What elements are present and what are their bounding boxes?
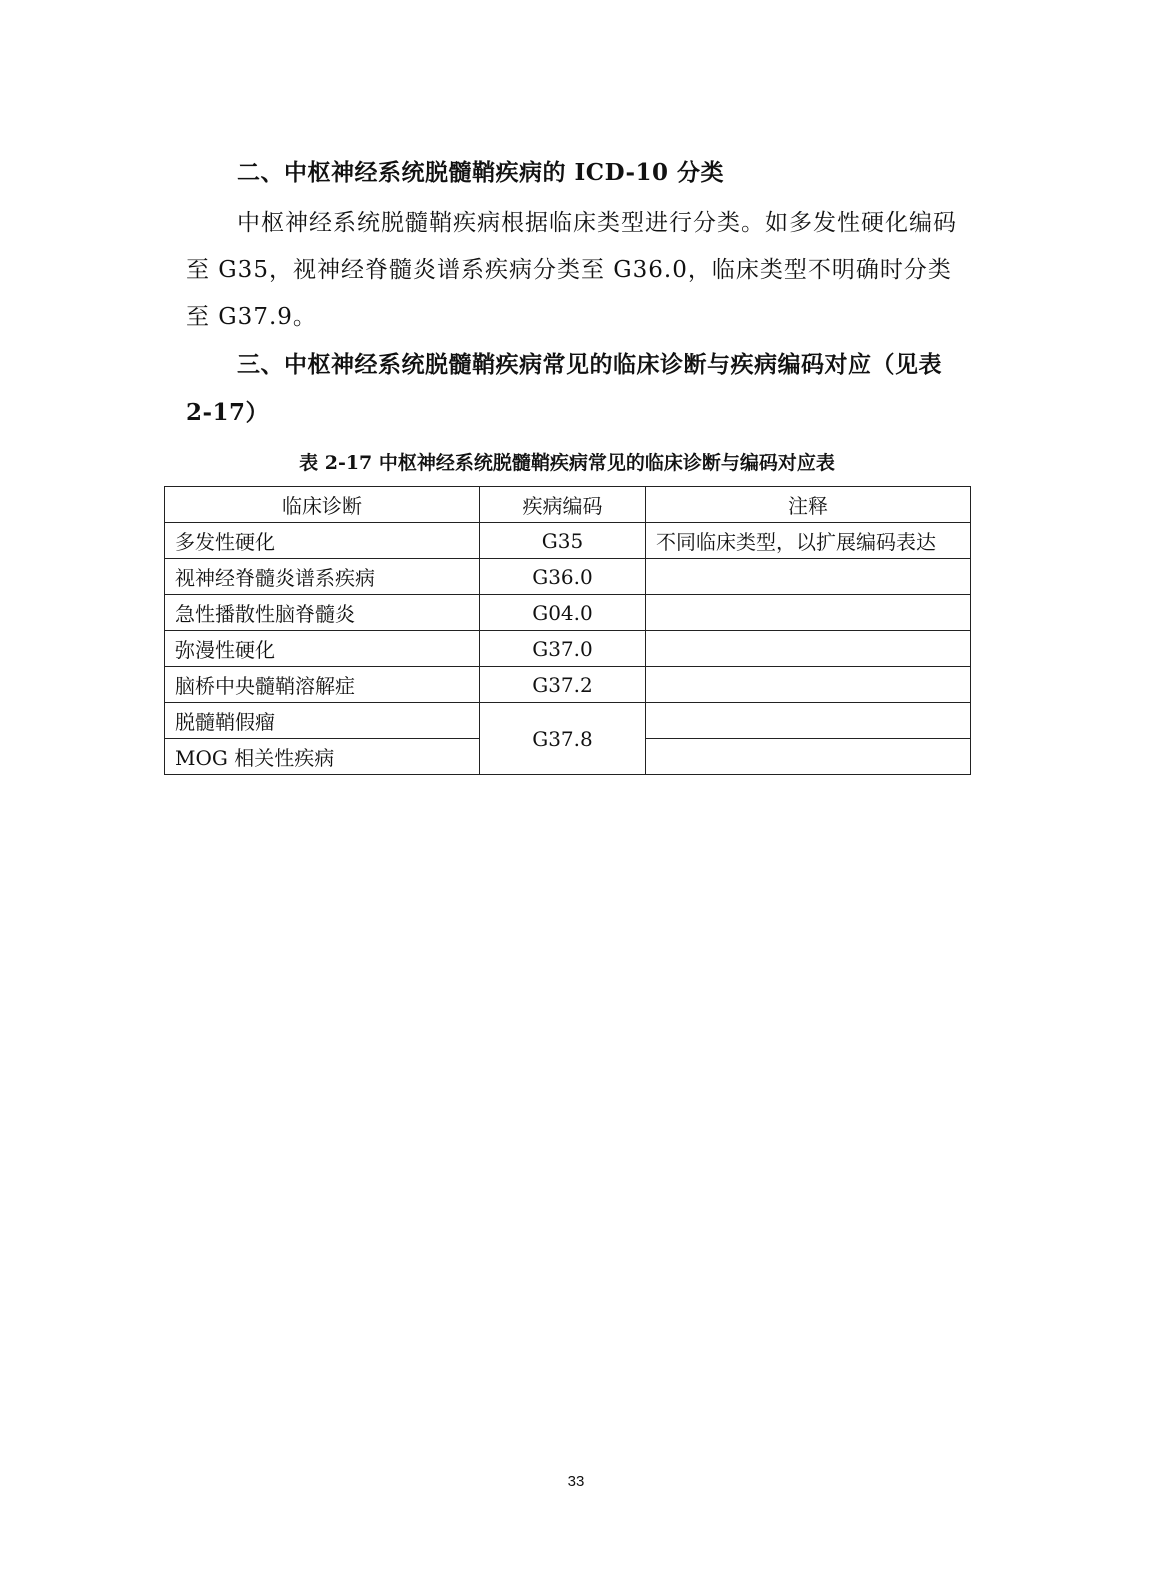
table-row xyxy=(165,703,971,739)
page-number: 33 xyxy=(567,1473,585,1490)
note-cell xyxy=(646,559,971,595)
diagnosis-cell: MOG 相关性疾病 xyxy=(165,739,480,775)
table-row xyxy=(165,595,971,631)
diagnosis-cell: 多发性硬化 xyxy=(165,523,480,559)
header-code: 疾病编码 xyxy=(480,487,646,523)
note-cell: 不同临床类型，以扩展编码表达 xyxy=(646,523,971,559)
diagnosis-cell: 急性播散性脑脊髓炎 xyxy=(165,595,480,631)
code-cell-merged: G37.8 xyxy=(480,703,646,775)
table-caption: 表 2-17 中枢神经系统脱髓鞘疾病常见的临床诊断与编码对应表 xyxy=(299,452,835,474)
note-cell xyxy=(646,667,971,703)
code-cell: G36.0 xyxy=(480,559,646,595)
header-diagnosis: 临床诊断 xyxy=(165,487,480,523)
diagnosis-cell: 弥漫性硬化 xyxy=(165,631,480,667)
table-header-row xyxy=(165,487,971,523)
note-cell xyxy=(646,631,971,667)
diagnosis-cell: 脱髓鞘假瘤 xyxy=(165,703,480,739)
diagnosis-cell: 脑桥中央髓鞘溶解症 xyxy=(165,667,480,703)
code-cell: G35 xyxy=(480,523,646,559)
section-2-heading: 二、中枢神经系统脱髓鞘疾病的 ICD-10 分类 xyxy=(237,159,725,186)
diagnosis-code-table xyxy=(164,486,971,775)
section-2-paragraph: 中枢神经系统脱髓鞘疾病根据临床类型进行分类。如多发性硬化编码至 G35，视神经脊髓炎谱系疾病分类至 G36.0，临床类型不明确时分类至 G37.9。 xyxy=(186,210,957,330)
diagnosis-cell: 视神经脊髓炎谱系疾病 xyxy=(165,559,480,595)
table-row xyxy=(165,523,971,559)
table-row xyxy=(165,667,971,703)
code-cell: G37.2 xyxy=(480,667,646,703)
note-cell xyxy=(646,703,971,739)
header-note: 注释 xyxy=(646,487,971,523)
table-row xyxy=(165,559,971,595)
note-cell xyxy=(646,595,971,631)
section-3-heading: 三、中枢神经系统脱髓鞘疾病常见的临床诊断与疾病编码对应（见表 2-17） xyxy=(186,351,942,426)
code-cell: G37.0 xyxy=(480,631,646,667)
note-cell xyxy=(646,739,971,775)
table-row xyxy=(165,631,971,667)
code-cell: G04.0 xyxy=(480,595,646,631)
